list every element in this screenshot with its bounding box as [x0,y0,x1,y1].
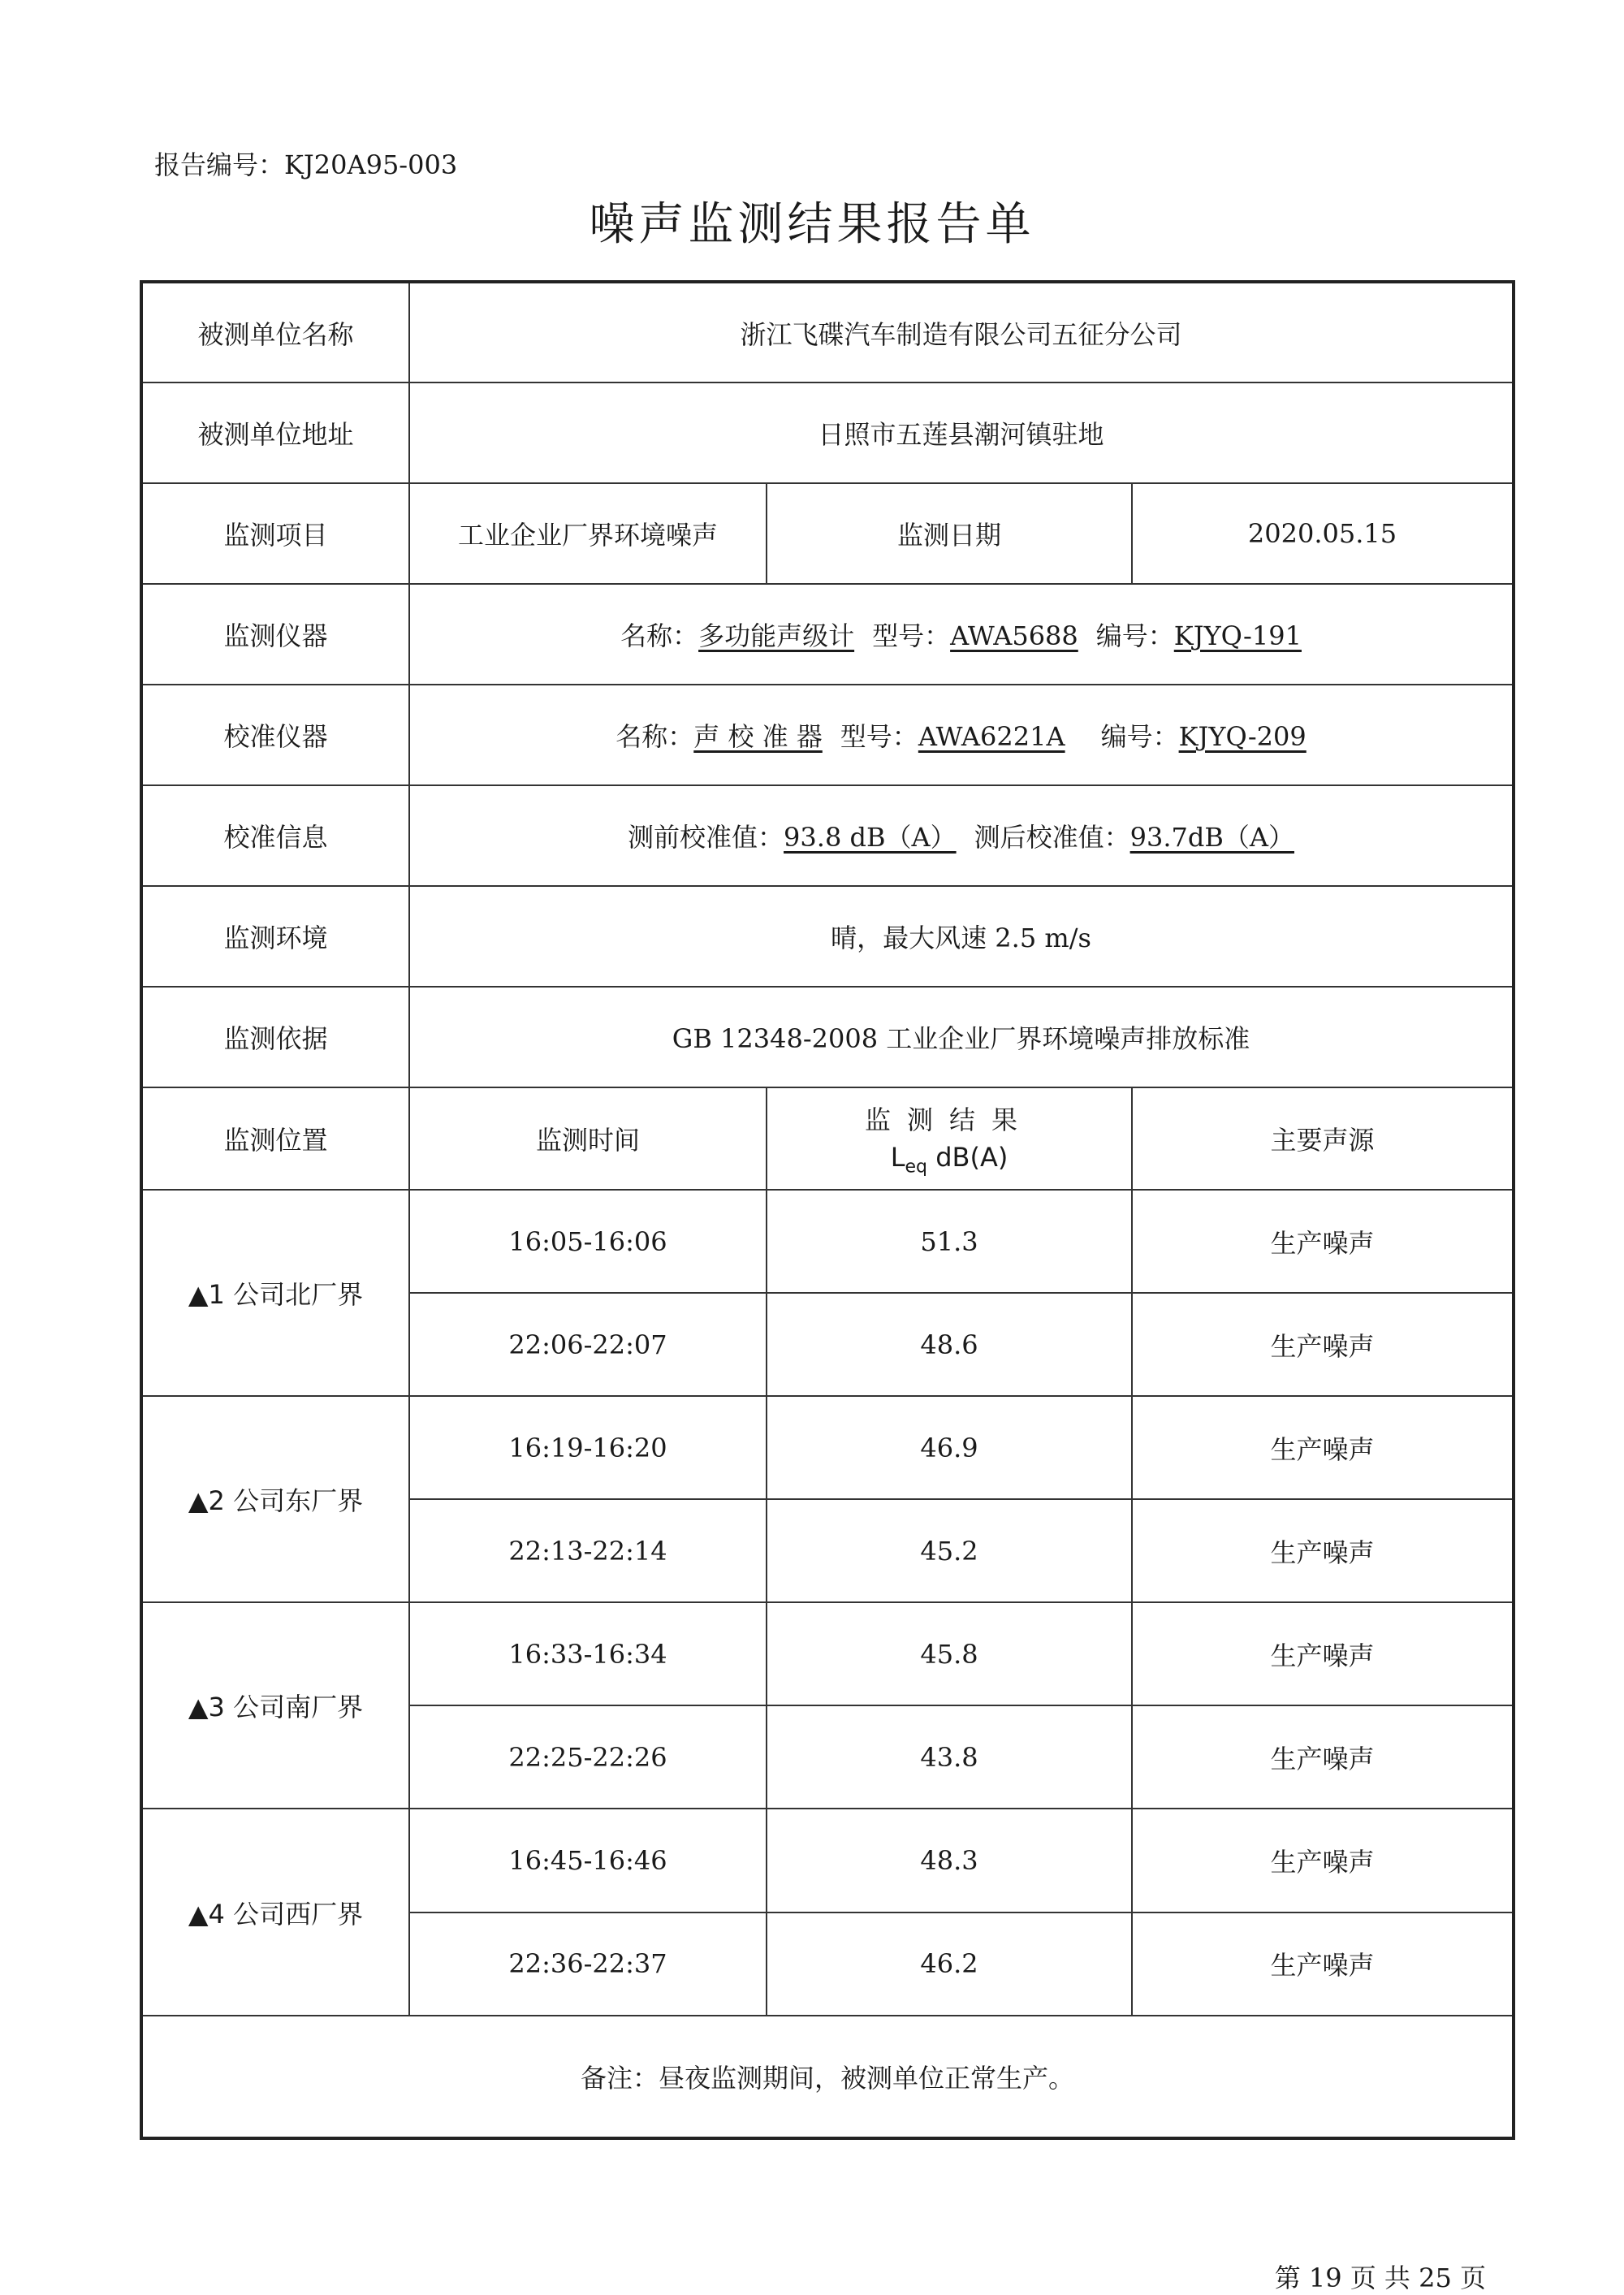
unit-name-label: 被测单位名称 [141,282,409,382]
location-cell: ▲2 公司东厂界 [141,1396,409,1602]
basis-value: GB 12348-2008 工业企业厂界环境噪声排放标准 [409,987,1514,1087]
calibrator-value [409,685,1514,785]
date-value: 2020.05.15 [1132,483,1514,584]
value-cell: 46.2 [767,1912,1132,2016]
col-result-unit-sub: eq [905,1156,928,1178]
value-cell: 48.6 [767,1293,1132,1396]
time-cell: 22:06-22:07 [409,1293,767,1396]
time-cell: 16:45-16:46 [409,1809,767,1912]
row-item-date [141,483,1514,584]
source-cell: 生产噪声 [1132,1602,1514,1705]
unit-name-value: 浙江飞碟汽车制造有限公司五征分公司 [409,282,1514,382]
location-cell: ▲3 公司南厂界 [141,1602,409,1809]
note-row [141,2016,1514,2138]
time-cell: 22:36-22:37 [409,1912,767,2016]
unit-address-label: 被测单位地址 [141,382,409,483]
value-cell: 45.8 [767,1602,1132,1705]
source-cell: 生产噪声 [1132,1809,1514,1912]
report-number-label: 报告编号： [154,149,285,180]
col-result [767,1087,1132,1190]
value-cell: 45.2 [767,1499,1132,1602]
table-row [141,1396,1514,1499]
calibration-after: 93.7dB（A） [1129,822,1294,854]
instrument-name-label: 名称： [620,620,699,652]
col-result-unit-l: L [890,1142,905,1173]
source-cell: 生产噪声 [1132,1705,1514,1809]
col-source: 主要声源 [1132,1087,1514,1190]
report-number-value: KJ20A95-003 [284,149,458,180]
source-cell: 生产噪声 [1132,1190,1514,1293]
value-cell: 51.3 [767,1190,1132,1293]
row-calibrator [141,685,1514,785]
calibrator-serial: KJYQ-209 [1178,721,1307,753]
row-basis [141,987,1514,1087]
instrument-name: 多功能声级计 [698,620,855,652]
results-header-row [141,1087,1514,1190]
date-label: 监测日期 [767,483,1132,584]
row-instrument [141,584,1514,685]
calibration-before-label: 测前校准值： [628,822,784,854]
page-title: 噪声监测结果报告单 [589,198,1035,251]
col-result-unit-rest: dB(A) [927,1142,1009,1173]
report-number [154,145,457,182]
calibrator-model-label: 型号： [840,721,918,753]
time-cell: 22:13-22:14 [409,1499,767,1602]
instrument-model: AWA5688 [950,620,1078,652]
row-calibration [141,785,1514,886]
time-cell: 22:25-22:26 [409,1705,767,1809]
col-location: 监测位置 [141,1087,409,1190]
calibrator-name: 声 校 准 器 [693,721,823,753]
source-cell: 生产噪声 [1132,1912,1514,2016]
instrument-serial-label: 编号： [1095,620,1174,652]
calibrator-label: 校准仪器 [141,685,409,785]
col-result-title: 监测结果 [864,1104,1034,1136]
row-environment [141,886,1514,987]
calibration-before: 93.8 dB（A） [784,822,957,854]
instrument-value [409,584,1514,685]
note-text: 备注：昼夜监测期间，被测单位正常生产。 [141,2016,1514,2138]
table-row [141,1190,1514,1293]
item-value: 工业企业厂界环境噪声 [409,483,767,584]
environment-label: 监测环境 [141,886,409,987]
noise-report-table [140,280,1515,2140]
item-label: 监测项目 [141,483,409,584]
time-cell: 16:05-16:06 [409,1190,767,1293]
col-time: 监测时间 [409,1087,767,1190]
source-cell: 生产噪声 [1132,1396,1514,1499]
source-cell: 生产噪声 [1132,1499,1514,1602]
basis-label: 监测依据 [141,987,409,1087]
location-cell: ▲4 公司西厂界 [141,1809,409,2015]
page-number: 第 19 页 共 25 页 [1274,2263,1486,2293]
unit-address-value: 日照市五莲县潮河镇驻地 [409,382,1514,483]
calibration-value [409,785,1514,886]
instrument-label: 监测仪器 [141,584,409,685]
source-cell: 生产噪声 [1132,1293,1514,1396]
environment-value: 晴，最大风速 2.5 m/s [409,886,1514,987]
row-unit-name [141,282,1514,382]
calibrator-serial-label: 编号： [1100,721,1179,753]
instrument-model-label: 型号： [872,620,951,652]
col-result-unit [775,1142,1123,1177]
calibrator-name-label: 名称： [615,721,694,753]
time-cell: 16:19-16:20 [409,1396,767,1499]
calibration-label: 校准信息 [141,785,409,886]
row-unit-address [141,382,1514,483]
value-cell: 43.8 [767,1705,1132,1809]
table-row [141,1602,1514,1705]
location-cell: ▲1 公司北厂界 [141,1190,409,1396]
calibration-after-label: 测后校准值： [974,822,1130,854]
time-cell: 16:33-16:34 [409,1602,767,1705]
calibrator-model: AWA6221A [918,721,1065,753]
table-row [141,1809,1514,1912]
value-cell: 46.9 [767,1396,1132,1499]
value-cell: 48.3 [767,1809,1132,1912]
instrument-serial: KJYQ-191 [1173,620,1302,652]
